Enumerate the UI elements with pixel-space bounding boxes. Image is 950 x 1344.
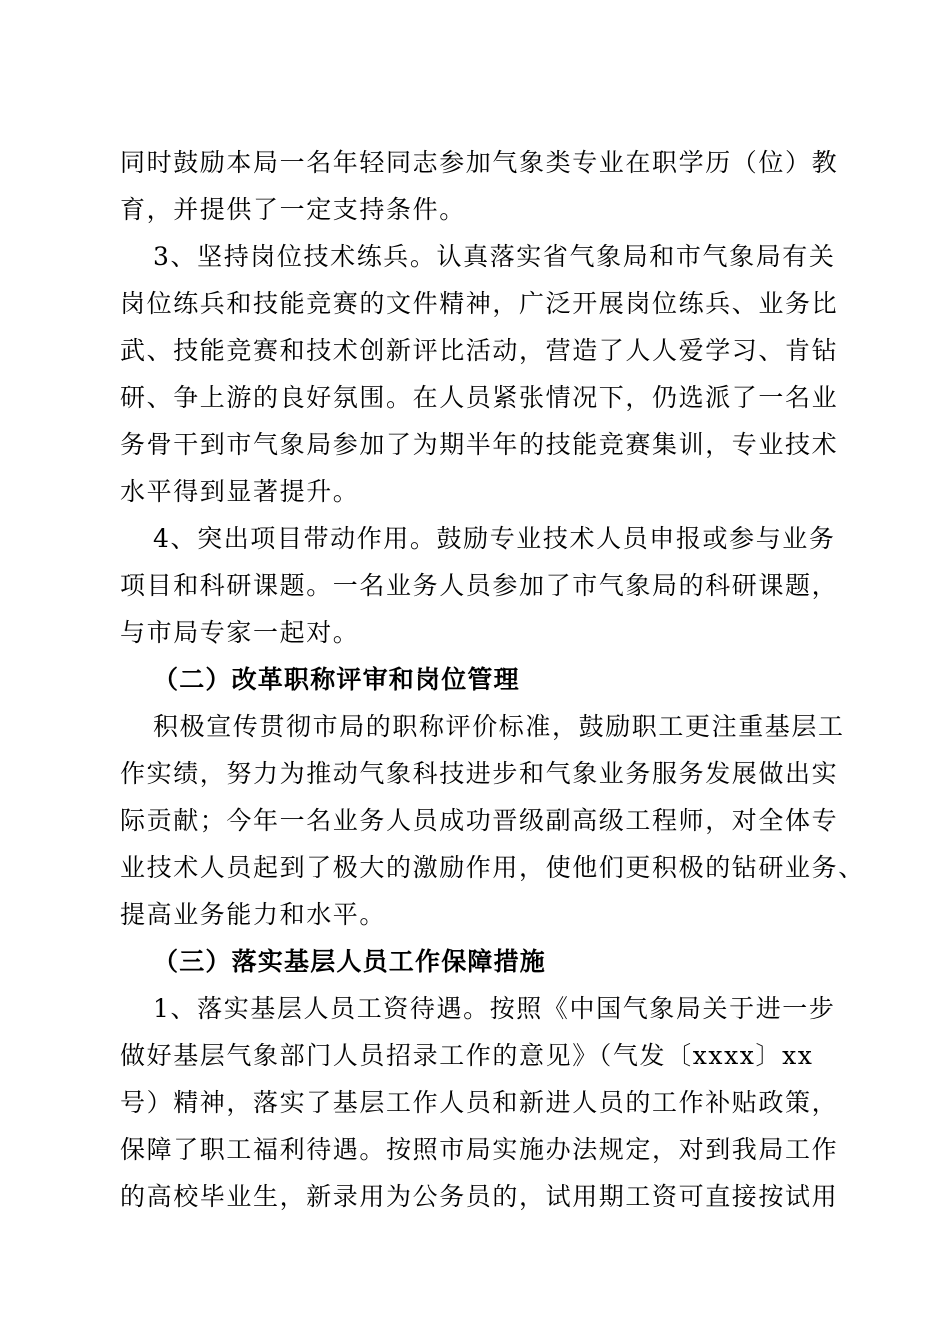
paragraph-line: 项目和科研课题。一名业务人员参加了市气象局的科研课题， [120, 571, 839, 600]
paragraph-line: 作实绩，努力为推动气象科技进步和气象业务服务发展做出实 [120, 759, 839, 788]
paragraph-line: 积极宣传贯彻市局的职称评价标准，鼓励职工更注重基层工 [153, 712, 845, 741]
section-heading: （二）改革职称评审和岗位管理 [153, 665, 520, 694]
paragraph-line: 保障了职工福利待遇。按照市局实施办法规定，对到我局工作 [120, 1135, 839, 1164]
paragraph-line: 1、落实基层人员工资待遇。按照《中国气象局关于进一步 [153, 994, 836, 1023]
paragraph-line: 做好基层气象部门人员招录工作的意见》（气发〔xxxx〕xx [120, 1041, 814, 1070]
section-heading: （三）落实基层人员工作保障措施 [153, 947, 547, 976]
paragraph-line: 与市局专家一起对。 [120, 618, 360, 647]
paragraph-line: 号）精神，落实了基层工作人员和新进人员的工作补贴政策， [120, 1088, 839, 1117]
paragraph-line: 的高校毕业生，新录用为公务员的，试用期工资可直接按试用 [120, 1182, 839, 1211]
paragraph-line: 水平得到显著提升。 [120, 477, 360, 506]
paragraph-line: 4、突出项目带动作用。鼓励专业技术人员申报或参与业务 [153, 524, 836, 553]
paragraph-line: 务骨干到市气象局参加了为期半年的技能竞赛集训，专业技术 [120, 430, 839, 459]
paragraph-line: 业技术人员起到了极大的激励作用，使他们更积极的钻研业务、 [120, 853, 865, 882]
paragraph-line: 3、坚持岗位技术练兵。认真落实省气象局和市气象局有关 [153, 242, 836, 271]
paragraph-line: 同时鼓励本局一名年轻同志参加气象类专业在职学历（位）教 [120, 148, 839, 177]
paragraph-line: 武、技能竞赛和技术创新评比活动，营造了人人爱学习、肯钻 [120, 336, 839, 365]
paragraph-line: 研、争上游的良好氛围。在人员紧张情况下，仍选派了一名业 [120, 383, 839, 412]
paragraph-line: 育，并提供了一定支持条件。 [120, 195, 466, 224]
paragraph-line: 提高业务能力和水平。 [120, 900, 387, 929]
paragraph-line: 际贡献；今年一名业务人员成功晋级副高级工程师，对全体专 [120, 806, 839, 835]
paragraph-line: 岗位练兵和技能竞赛的文件精神，广泛开展岗位练兵、业务比 [120, 289, 839, 318]
